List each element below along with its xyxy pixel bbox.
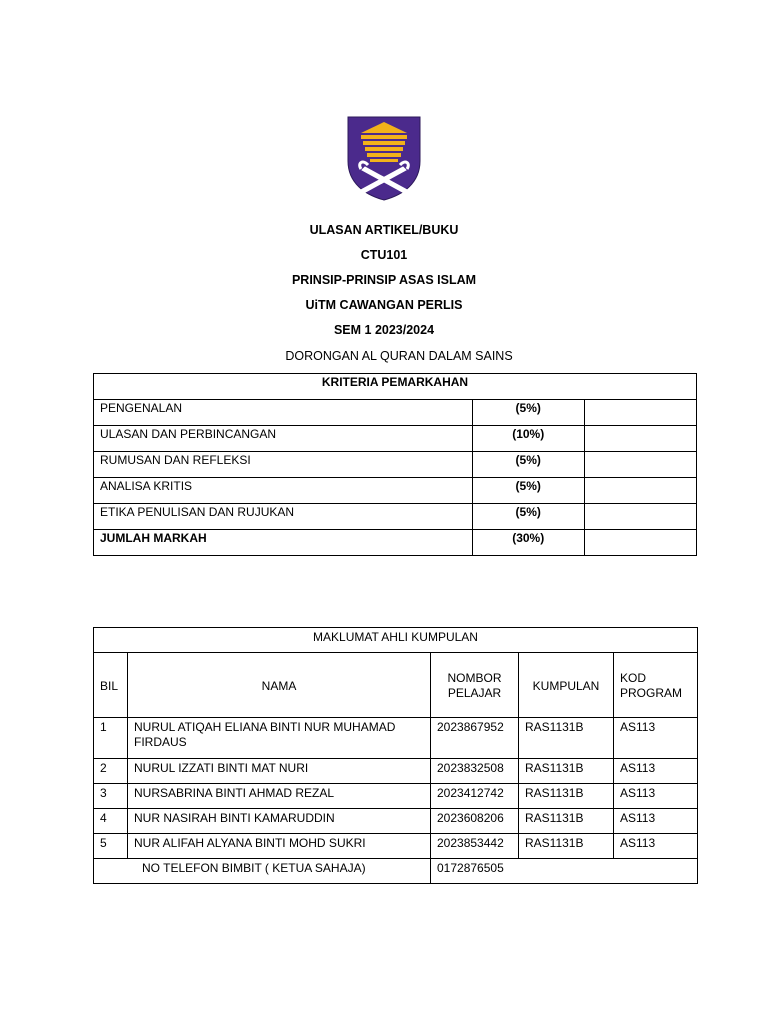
table-row (94, 809, 698, 834)
bil-cell: 3 (94, 784, 128, 809)
bil-cell: 5 (94, 834, 128, 859)
nombor-cell: 2023853442 (431, 834, 519, 859)
bil-cell: 4 (94, 809, 128, 834)
criteria-mark: (5%) (472, 400, 584, 426)
criteria-title: KRITERIA PEMARKAHAN (94, 374, 697, 400)
members-title: MAKLUMAT AHLI KUMPULAN (94, 628, 698, 653)
course-name: PRINSIP-PRINSIP ASAS ISLAM (291, 273, 477, 287)
nama-cell: NURUL ATIQAH ELIANA BINTI NUR MUHAMAD FIRDAUS (128, 718, 431, 759)
total-row (94, 530, 697, 556)
score-cell (584, 452, 696, 478)
score-cell (584, 426, 696, 452)
column-header-bil: BIL (94, 653, 128, 718)
column-header-kod: KOD PROGRAM (614, 653, 698, 718)
score-cell (584, 400, 696, 426)
kumpulan-cell: RAS1131B (519, 718, 614, 759)
kumpulan-cell: RAS1131B (519, 834, 614, 859)
nama-cell: NUR NASIRAH BINTI KAMARUDDIN (128, 809, 431, 834)
nombor-cell: 2023412742 (431, 784, 519, 809)
bil-cell: 1 (94, 718, 128, 759)
kumpulan-cell: RAS1131B (519, 784, 614, 809)
nombor-cell: 2023832508 (431, 759, 519, 784)
column-header-kumpulan: KUMPULAN (519, 653, 614, 718)
criteria-table (93, 373, 697, 556)
uitm-logo (345, 113, 423, 201)
criteria-mark: (5%) (472, 504, 584, 530)
kod-cell: AS113 (614, 809, 698, 834)
score-cell (584, 478, 696, 504)
kod-cell: AS113 (614, 784, 698, 809)
table-row (94, 834, 698, 859)
criteria-mark: (5%) (472, 452, 584, 478)
phone-value: 0172876505 (431, 859, 698, 884)
criteria-label: ANALISA KRITIS (94, 478, 473, 504)
table-row (94, 426, 697, 452)
criteria-mark: (10%) (472, 426, 584, 452)
table-row (94, 784, 698, 809)
members-table (93, 627, 698, 884)
campus-name: UiTM CAWANGAN PERLIS (305, 298, 463, 312)
table-row (94, 759, 698, 784)
kod-cell: AS113 (614, 759, 698, 784)
article-title: DORONGAN AL QURAN DALAM SAINS (285, 349, 513, 363)
nama-cell: NUR ALIFAH ALYANA BINTI MOHD SUKRI (128, 834, 431, 859)
total-mark: (30%) (472, 530, 584, 556)
score-cell (584, 504, 696, 530)
table-row (94, 718, 698, 759)
criteria-label: ETIKA PENULISAN DAN RUJUKAN (94, 504, 473, 530)
kod-cell: AS113 (614, 718, 698, 759)
kumpulan-cell: RAS1131B (519, 759, 614, 784)
assignment-type: ULASAN ARTIKEL/BUKU (309, 223, 459, 237)
criteria-label: ULASAN DAN PERBINCANGAN (94, 426, 473, 452)
bil-cell: 2 (94, 759, 128, 784)
criteria-label: RUMUSAN DAN REFLEKSI (94, 452, 473, 478)
kumpulan-cell: RAS1131B (519, 809, 614, 834)
table-row (94, 504, 697, 530)
phone-label: NO TELEFON BIMBIT ( KETUA SAHAJA) (94, 859, 431, 884)
phone-row (94, 859, 698, 884)
table-row (94, 478, 697, 504)
criteria-mark: (5%) (472, 478, 584, 504)
course-code: CTU101 (360, 248, 408, 262)
table-row (94, 452, 697, 478)
total-label: JUMLAH MARKAH (94, 530, 473, 556)
nombor-cell: 2023608206 (431, 809, 519, 834)
nombor-cell: 2023867952 (431, 718, 519, 759)
column-header-nama: NAMA (128, 653, 431, 718)
nama-cell: NURSABRINA BINTI AHMAD REZAL (128, 784, 431, 809)
kod-cell: AS113 (614, 834, 698, 859)
semester: SEM 1 2023/2024 (333, 323, 435, 337)
criteria-label: PENGENALAN (94, 400, 473, 426)
nama-cell: NURUL IZZATI BINTI MAT NURI (128, 759, 431, 784)
total-score-cell (584, 530, 696, 556)
column-header-row (94, 653, 698, 718)
column-header-nombor: NOMBOR PELAJAR (431, 653, 519, 718)
table-row (94, 400, 697, 426)
